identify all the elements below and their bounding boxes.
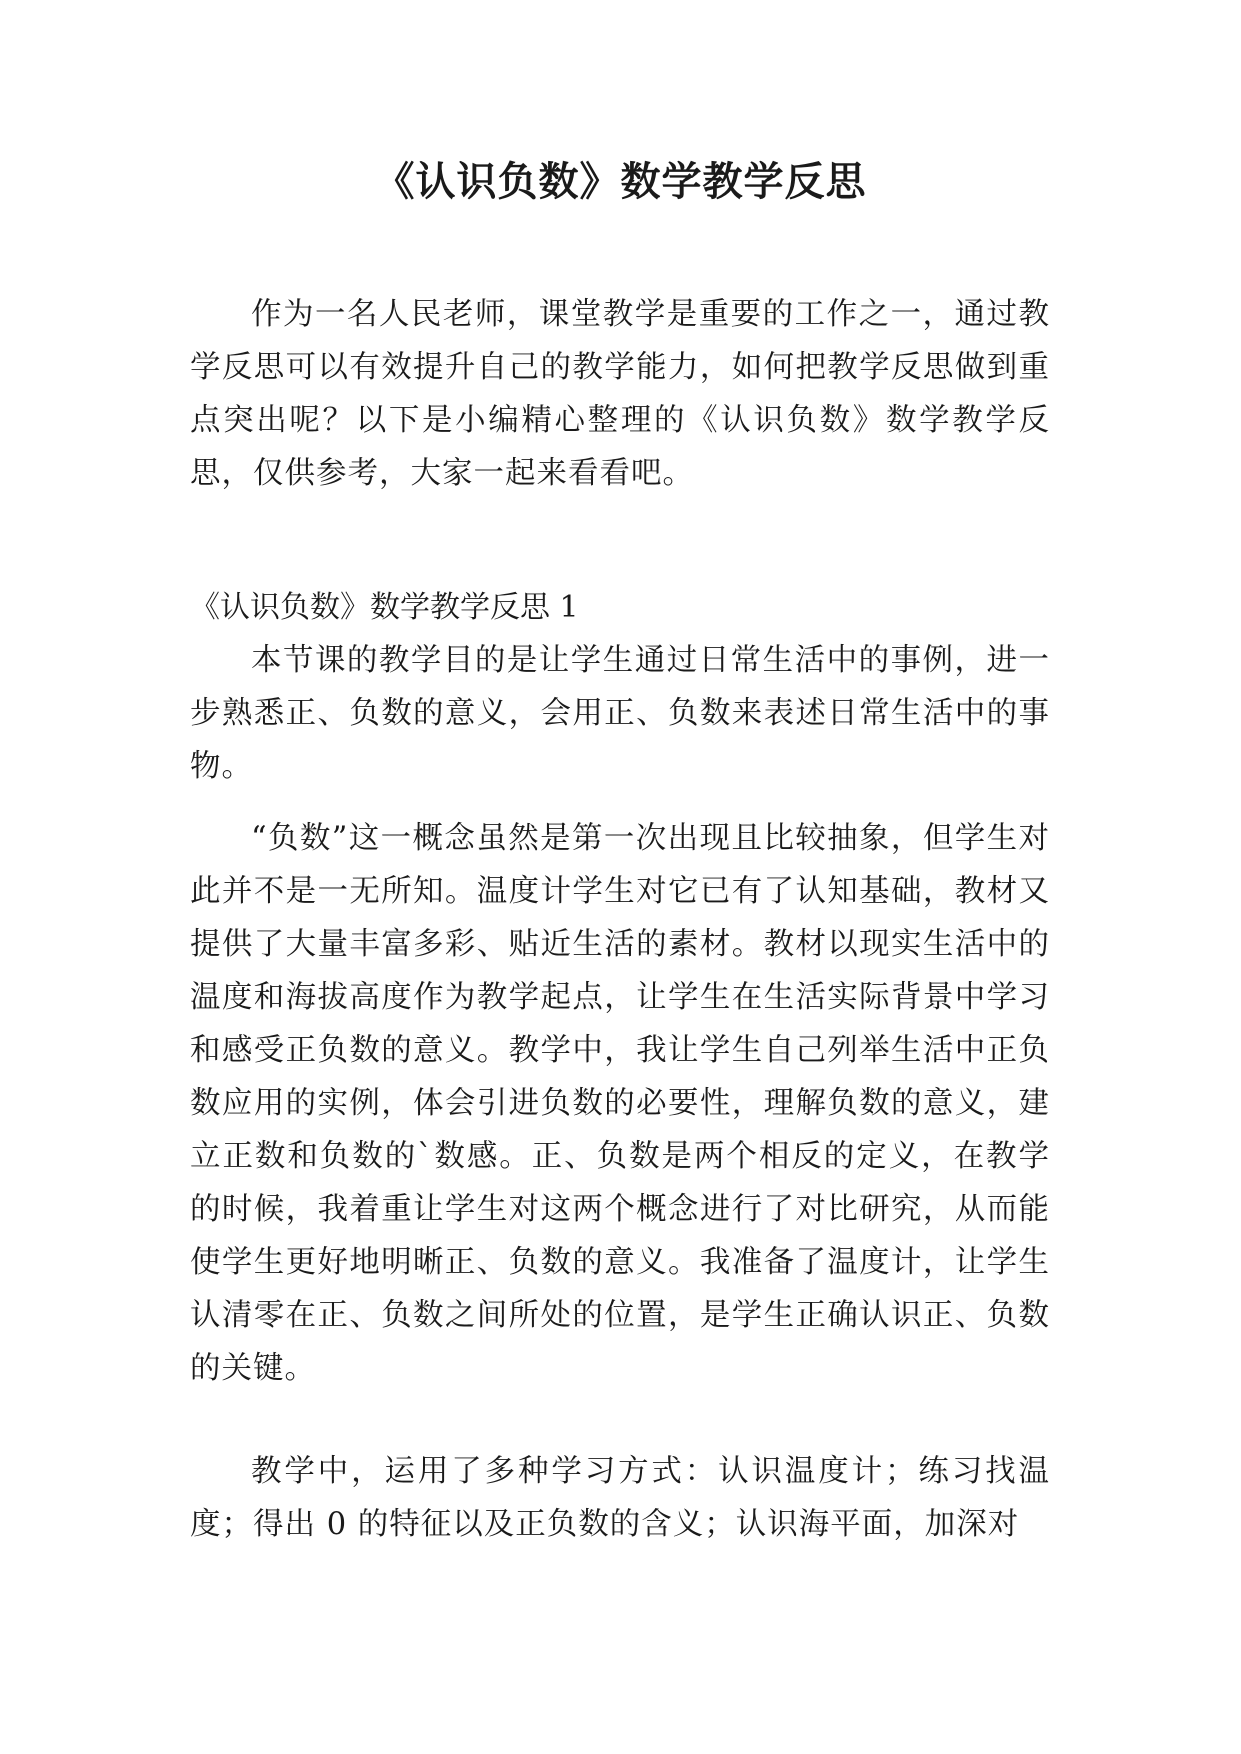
document-title: 《认识负数》数学教学反思 xyxy=(374,158,867,205)
intro-paragraph: 作为一名人民老师，课堂教学是重要的工作之一，通过教学反思可以有效提升自己的教学能力，如何把教学反思做到重点突出呢？以下是小编精心整理的《认识负数》数学教学反思，仅供参考，大家一起来看看吧。 xyxy=(190,297,1050,491)
body-paragraph-1: 本节课的教学目的是让学生通过日常生活中的事例，进一步熟悉正、负数的意义，会用正、负数来表述日常生活中的事物。 xyxy=(190,643,1050,784)
body-paragraph-3: 教学中，运用了多种学习方式：认识温度计；练习找温度；得出 0 的特征以及正负数的含义；认识海平面，加深对 xyxy=(190,1454,1050,1542)
section-heading: 《认识负数》数学教学反思 1 xyxy=(190,590,579,625)
body-paragraph-2: “负数”这一概念虽然是第一次出现且比较抽象，但学生对此并不是一无所知。温度计学生对它已有了认知基础，教材又提供了大量丰富多彩、贴近生活的素材。教材以现实生活中的温度和海拔高度作为教学起点，让学生在生活实际背景中学习和感受正负数的意义。教学中，我让学生自己列举生活中正负数应用的实例，体会引进负数的必要性，理解负数的意义，建立正数和负数的`数感。正、负数是两个相反的定义，在教学的时候，我着重让学生对这两个概念进行了对比研究，从而能使学生更好地明晰正、负数的意义。我准备了温度计，让学生认清零在正、负数之间所处的位置，是学生正确认识正、负数的关键。 xyxy=(190,821,1050,1386)
